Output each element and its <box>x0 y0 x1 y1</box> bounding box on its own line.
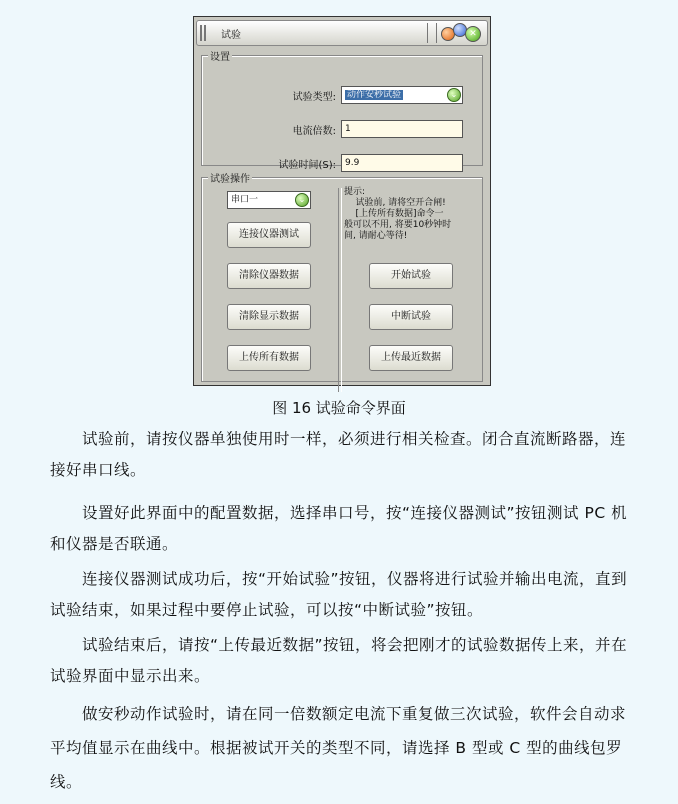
titlebar-groove-icon <box>427 23 437 43</box>
test-time-input[interactable]: 9.9 <box>341 154 463 172</box>
paragraph-5: 做安秒动作试验时，请在同一倍数额定电流下重复做三次试验，软件会自动求平均值显示在曲线中。根据被试开关的类型不同，请选择 B 型或 C 型的曲线包罗线。 <box>50 705 627 791</box>
test-time-label: 试验时间(S): <box>278 160 336 171</box>
serial-port-value: 串口一 <box>231 195 259 205</box>
paragraph-4: 试验结束后，请按“上传最近数据”按钮，将会把刚才的试验数据传上来，并在试验界面中显示出来。 <box>50 636 628 685</box>
window-title: 试验 <box>221 30 241 41</box>
settings-group <box>201 52 483 171</box>
close-icon[interactable]: ✕ <box>465 26 481 42</box>
abort-test-button[interactable]: 中断试验 <box>369 304 453 330</box>
operations-divider <box>338 188 342 392</box>
paragraph-2: 设置好此界面中的配置数据，选择串口号，按“连接仪器测试”按钮测试 PC 机和仪器是否联通。 <box>50 504 628 553</box>
test-command-screenshot <box>193 16 491 386</box>
hint-text: 提示: 试验前, 请将空开合闸! [上传所有数据]命令一 般可以不用, 将要10秒钟时 间, 请耐心等待! <box>344 187 452 241</box>
current-multiple-label: 电流倍数: <box>292 126 336 137</box>
clear-display-data-button[interactable]: 清除显示数据 <box>227 304 311 330</box>
paragraph-1: 试验前，请按仪器单独使用时一样，必须进行相关检查。闭合直流断路器，连接好串口线。 <box>50 430 627 479</box>
operations-group-label: 试验操作 <box>208 170 252 185</box>
upload-all-data-button[interactable]: 上传所有数据 <box>227 345 311 371</box>
dropdown-arrow-icon[interactable]: ⌄ <box>295 193 309 207</box>
settings-group-label: 设置 <box>208 48 232 63</box>
test-type-label: 试验类型: <box>292 92 336 103</box>
start-test-button[interactable]: 开始试验 <box>369 263 453 289</box>
test-type-select[interactable] <box>341 86 463 104</box>
dropdown-arrow-icon[interactable]: ⌄ <box>447 88 461 102</box>
clear-instrument-data-button[interactable]: 清除仪器数据 <box>227 263 311 289</box>
paragraph-3: 连接仪器测试成功后，按“开始试验”按钮，仪器将进行试验并输出电流，直到试验结束，如果过程中要停止试验，可以按“中断试验”按钮。 <box>50 570 628 619</box>
operations-group <box>201 174 483 382</box>
serial-port-select[interactable] <box>227 191 311 209</box>
connect-instrument-test-button[interactable]: 连接仪器测试 <box>227 222 311 248</box>
figure-caption: 图 16 试验命令界面 <box>272 399 406 417</box>
window-titlebar[interactable] <box>196 20 488 46</box>
test-type-value: 动作安秒试验 <box>347 90 402 100</box>
upload-recent-data-button[interactable]: 上传最近数据 <box>369 345 453 371</box>
current-multiple-input[interactable]: 1 <box>341 120 463 138</box>
drag-grip-icon[interactable] <box>200 25 206 41</box>
